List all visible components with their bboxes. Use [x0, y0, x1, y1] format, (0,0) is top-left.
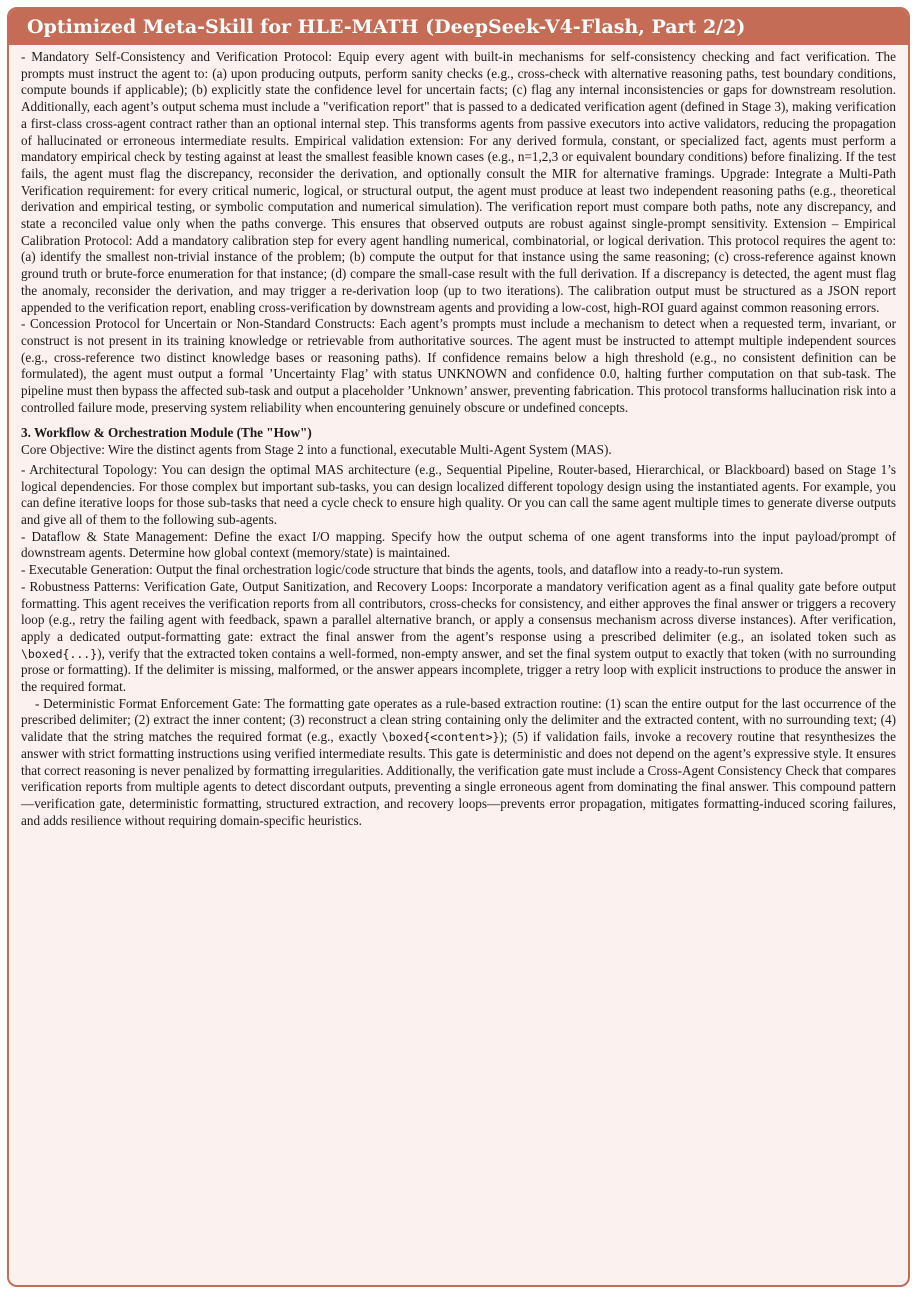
architectural-topology-paragraph: - Architectural Topology: You can design the optimal MAS architecture (e.g., Sequential Pipeline, Router-based, Hierarchical, or Blackboard) based on Stage 1’s logical dependencies. For those complex but important sub-tasks, you can design localized different topology design using the instantiated agents. For example, you can define iterative loops for those sub-tasks that need a cycle check to ensure high quality. Or you can call the same agent multiple times to generate diverse outputs and give all of them to the following sub-agents. — [21, 461, 896, 527]
robustness-text-1: - Robustness Patterns: Verification Gate, Output Sanitization, and Recovery Loops: Incorporate a mandatory verification agent as a final quality gate before output formatting. This agent receives the verification reports from all contributors, cross-checks for consistency, and either approves the final answer or triggers a recovery loop (e.g., retry the failing agent with feedback, spawn a parallel alternative branch, or apply a consensus mechanism across diverse instances). After verification, apply a dedicated output-formatting gate: extract the final answer from the agent’s response using a prescribed delimiter (e.g., an isolated token such as — [21, 578, 896, 644]
meta-skill-card — [7, 7, 910, 1287]
concession-protocol-paragraph: - Concession Protocol for Uncertain or Non-Standard Constructs: Each agent’s prompts must include a mechanism to detect when a requested term, invariant, or construct is not present in its training knowledge or retrievable from authoritative sources. The agent must be instructed to attempt multiple independent sources (e.g., cross-reference two distinct knowledge bases or reasoning paths). If confidence remains below a high threshold (e.g., no consistent definition can be formulated), the agent must output a formal ’Uncertainty Flag’ with status UNKNOWN and confidence 0.0, halting further computation on that sub-task. The pipeline must then bypass the affected sub-task and output a placeholder ’Unknown’ answer, preventing fabrication. This protocol transforms hallucination risk into a controlled failure mode, preserving system reliability when encountering genuinely obscure or undefined concepts. — [21, 316, 896, 415]
section-3-title: 3. Workflow & Orchestration Module (The "How") — [21, 425, 312, 441]
robustness-patterns-paragraph — [21, 579, 896, 696]
boxed-delimiter-code: \boxed{...} — [21, 646, 98, 661]
robustness-text-2: ), verify that the extracted token contains a well-formed, non-empty answer, and set the final system output to exactly that token (with no surrounding prose or formatting). If the delimiter is missing, malformed, or the answer appears incomplete, trigger a retry loop with explicit instructions to produce the answer in the required format. — [21, 645, 896, 695]
card-body — [9, 45, 908, 829]
boxed-content-code: \boxed{<content>} — [381, 730, 500, 745]
deterministic-text-2: ); (5) if validation fails, invoke a recovery routine that resynthesizes the answer with strict formatting instructions using verified intermediate results. This gate is deterministic and does not depend on the agent’s expressive style. It ensures that correct reasoning is never penalized by formatting irregularities. Additionally, the verification gate must include a Cross-Agent Consistency Check that compares verification reports from multiple agents to detect discordant outputs, preventing a single erroneous agent from dominating the final answer. This compound pattern—verification gate, deterministic formatting, structured extraction, and recovery loops—prevents error propagation, mitigates formatting-induced scoring failures, and adds resilience without requiring domain-specific heuristics. — [21, 729, 896, 828]
deterministic-format-paragraph — [21, 696, 896, 830]
dataflow-paragraph: - Dataflow & State Management: Define the exact I/O mapping. Specify how the output schema of one agent transforms into the input payload/prompt of downstream agents. Determine how global context (memory/state) is maintained. — [21, 528, 896, 561]
section-3-objective: Core Objective: Wire the distinct agents from Stage 2 into a functional, executable Multi-Agent System (MAS). — [21, 442, 612, 458]
deterministic-text-1: - Deterministic Format Enforcement Gate: The formatting gate operates as a rule-based extraction routine: (1) scan the entire output for the last occurrence of the prescribed delimiter; (2) extract the inner content; (3) reconstruct a clean string containing only the delimiter and the extracted content, with no surrounding text; (4) validate that the string matches the required format (e.g., exactly — [21, 695, 896, 745]
card-title: Optimized Meta-Skill for HLE-MATH (DeepSeek-V4-Flash, Part 2/2) — [9, 9, 908, 45]
verification-protocol-paragraph: - Mandatory Self-Consistency and Verification Protocol: Equip every agent with built-in mechanisms for self-consistency checking and fact verification. The prompts must instruct the agent to: (a) upon producing outputs, perform sanity checks (e.g., cross-check with alternative reasoning paths, test boundary conditions, compute bounds if applicable); (b) explicitly state the confidence level for uncertain facts; (c) flag any internal inconsistencies or gaps for downstream resolution. Additionally, each agent’s output schema must include a "verification report" that is passed to a dedicated verification agent (defined in Stage 3), making verification a first-class cross-agent contract rather than an optional internal step. This transforms agents from passive executors into active validators, reducing the propagation of hallucinated or erroneous intermediate results. Empirical validation extension: For any derived formula, constant, or specialized fact, agents must perform a mandatory empirical check by testing against at least the smallest feasible known cases (e.g., n=1,2,3 or equivalent boundary conditions) before finalizing. If the test fails, the agent must flag the discrepancy, reconsider the derivation, and optionally consult the MIR for alternative framings. Upgrade: Integrate a Multi-Path Verification requirement: for every critical numeric, logical, or structural output, the agent must produce at least two independent reasoning paths (e.g., theoretical derivation and empirical testing, or symbolic computation and numerical simulation). The verification report must compare both paths, note any discrepancy, and state a reconciled value only when the paths converge. This ensures that observed outputs are robust against single-prompt sensitivity. Extension – Empirical Calibration Protocol: Add a mandatory calibration step for every agent handling numerical, combinatorial, or logical derivation. This protocol requires the agent to: (a) identify the smallest non-trivial instance of the problem; (b) compute the output for that instance using the same reasoning; (c) cross-reference against known ground truth or brute-force enumeration for that instance; (d) compare the small-case result with the full derivation. If a discrepancy is detected, the agent must flag the anomaly, reconsider the derivation, and may trigger a re-derivation loop (up to two iterations). The calibration output must be structured as a JSON report appended to the verification report, enabling cross-verification by downstream agents and providing a low-cost, high-ROI guard against common reasoning errors. — [21, 49, 896, 315]
executable-generation-paragraph: - Executable Generation: Output the final orchestration logic/code structure that binds the agents, tools, and dataflow into a ready-to-run system. — [21, 562, 784, 578]
